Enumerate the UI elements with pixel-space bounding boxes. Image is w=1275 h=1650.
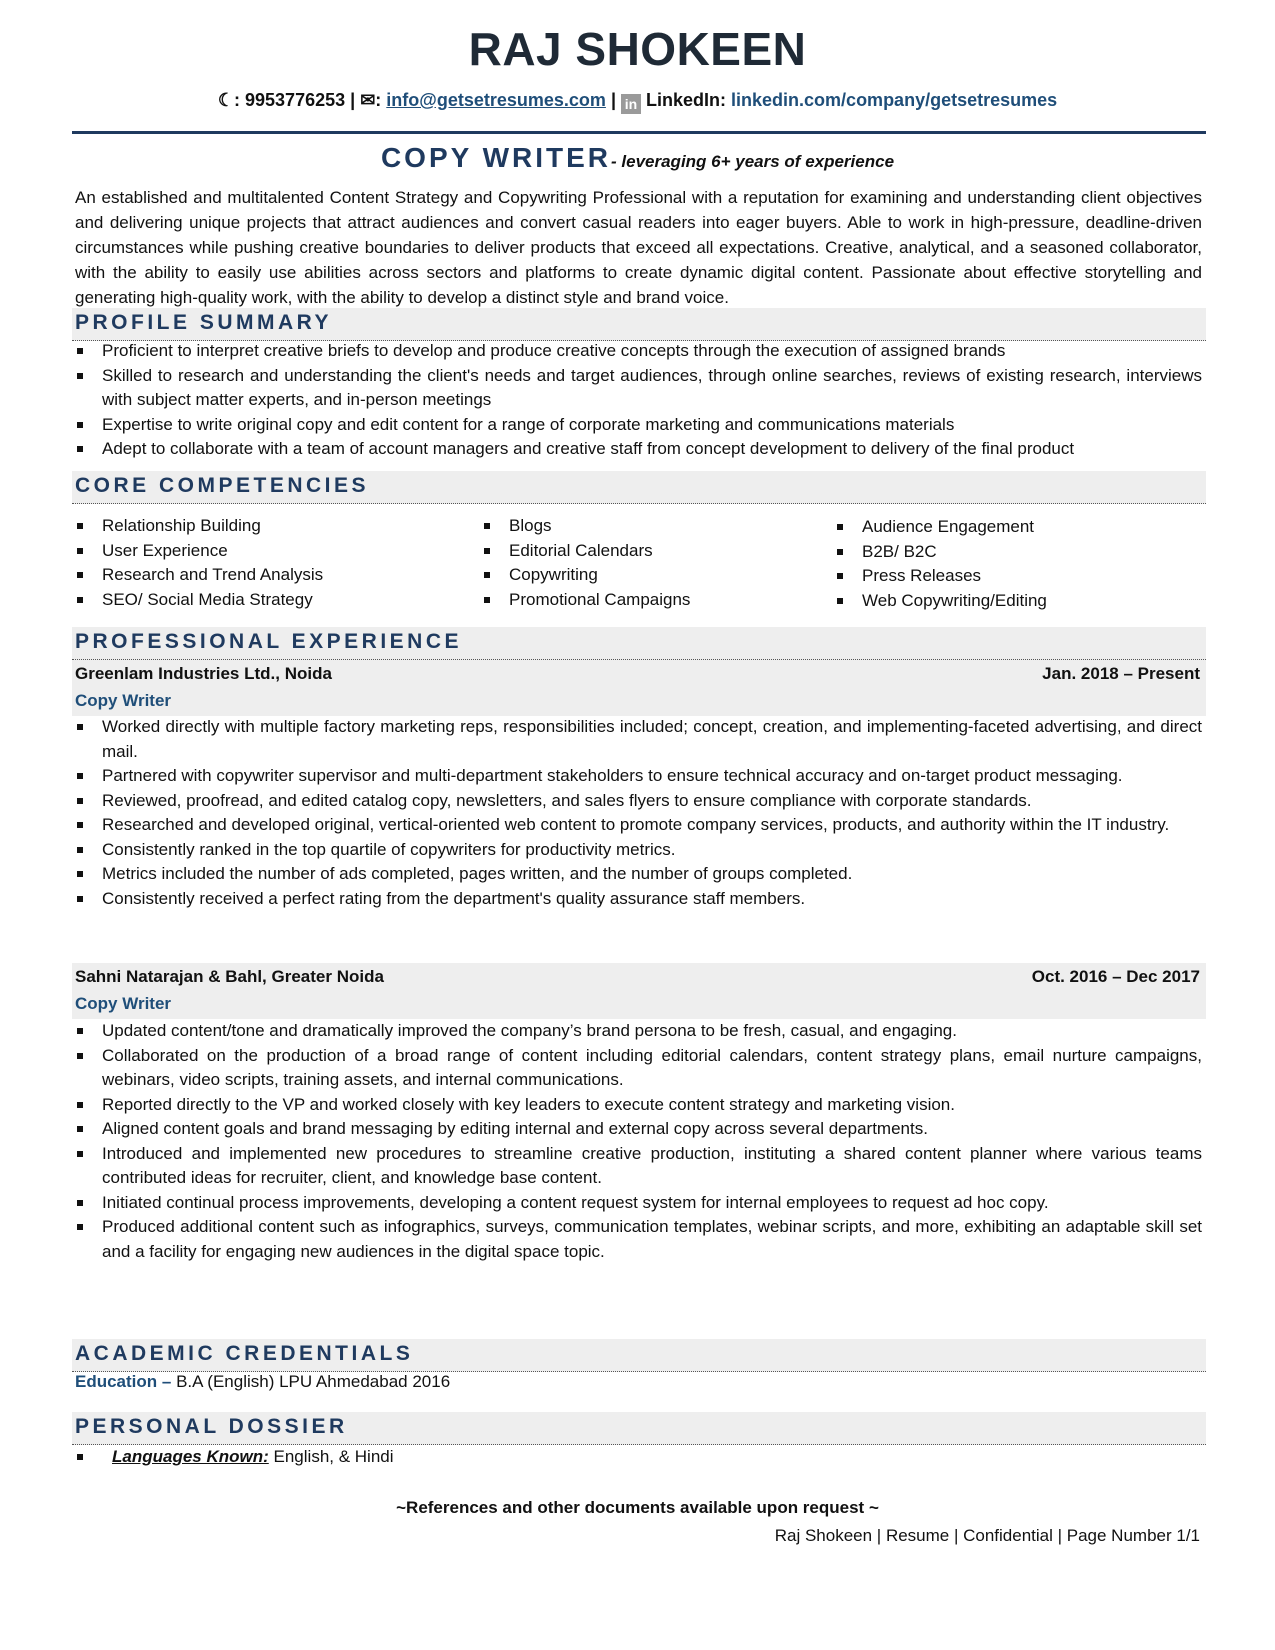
section-core-competencies [72,471,1206,504]
list-item: Relationship Building [72,514,432,539]
company-name: Sahni Natarajan & Bahl, Greater Noida [75,967,384,986]
section-personal-dossier [72,1412,1206,1445]
competency-column-3 [832,515,1192,613]
education-label: Education – [75,1372,172,1391]
job-title: COPY WRITER [380,142,612,173]
envelope-icon: ✉: [360,90,382,110]
list-item: Researched and developed original, vertical-oriented web content to promote company services, products, and authority within the IT industry. [72,813,1202,838]
list-item: SEO/ Social Media Strategy [72,588,432,613]
headline [0,142,1275,174]
languages-label: Languages Known: [112,1447,269,1466]
list-item: Press Releases [832,564,1192,589]
job-dates: Jan. 2018 – Present [1042,664,1200,683]
competency-column-2 [479,514,799,612]
list-item: Web Copywriting/Editing [832,589,1192,614]
header-divider [72,131,1206,134]
job-2-responsibilities [72,1019,1202,1264]
list-item: Metrics included the number of ads completed, pages written, and the number of groups completed. [72,862,1202,887]
section-professional-experience [72,627,1206,660]
list-item: Worked directly with multiple factory marketing reps, responsibilities included; concept, creation, and implementing-faceted advertising, and direct mail. [72,715,1202,764]
languages-value: English, & Hindi [273,1447,394,1466]
summary-paragraph: An established and multitalented Content Strategy and Copywriting Professional with a reputation for examining and understanding client objectives and delivering unique projects that attract audiences and convert casual readers into eager buyers. Able to work in high-pressure, deadline-driven circumstances while pushing creative boundaries to deliver products that exceed all expectations. Creative, analytical, and a seasoned collaborator, with the ability to easily use abilities across sectors and platforms to create dynamic digital content. Passionate about effective storytelling and generating high-quality work, with the ability to develop a distinct style and brand voice. [75,188,1202,307]
list-item: Skilled to research and understanding the client's needs and target audiences, through online searches, reviews of existing research, interviews with subject matter experts, and in-person meetings [72,364,1202,413]
linkedin-icon: in [621,94,641,114]
dossier-list [72,1445,1202,1470]
section-heading: PROFESSIONAL EXPERIENCE [75,630,463,653]
page-footer: Raj Shokeen | Resume | Confidential | Page Number 1/1 [774,1526,1200,1545]
job-subtitle: - leveraging 6+ years of experience [611,152,895,171]
competency-column-1 [72,514,432,612]
linkedin-link[interactable]: linkedin.com/company/getsetresumes [731,90,1058,110]
job-dates: Oct. 2016 – Dec 2017 [1031,967,1200,986]
contact-line [0,90,1275,114]
separator: | [350,90,356,110]
list-item: Collaborated on the production of a broad range of content including editorial calendars, content strategy plans, email nurture campaigns, webinars, video scripts, training assets, and internal communications. [72,1044,1202,1093]
list-item: Introduced and implemented new procedures to streamline creative production, instituting a shared content planner where various teams contributed ideas for recruiter, client, and knowledge base content. [72,1142,1202,1191]
list-item: Adept to collaborate with a team of account managers and creative staff from concept development to delivery of the final product [72,437,1202,462]
candidate-name: RAJ SHOKEEN [468,23,807,75]
phone-label: : [234,90,240,110]
list-item: Research and Trend Analysis [72,563,432,588]
education-value: B.A (English) LPU Ahmedabad 2016 [176,1372,451,1391]
list-item [72,1445,1202,1470]
list-item: Audience Engagement [832,515,1192,540]
phone-number: 9953776253 [245,90,346,110]
list-item: Initiated continual process improvements, developing a content request system for internal employees to request ad hoc copy. [72,1191,1202,1216]
job-header [72,660,1206,716]
list-item: Expertise to write original copy and edit content for a range of corporate marketing and communications materials [72,413,1202,438]
section-heading: ACADEMIC CREDENTIALS [75,1342,414,1365]
list-item: Proficient to interpret creative briefs to develop and produce creative concepts through the execution of assigned brands [72,339,1202,364]
separator: | [610,90,616,110]
job-1-responsibilities [72,715,1202,911]
section-heading: PERSONAL DOSSIER [75,1415,348,1438]
list-item: Partnered with copywriter supervisor and multi-department stakeholders to ensure technical accuracy and on-target product messaging. [72,764,1202,789]
section-heading: CORE COMPETENCIES [75,474,370,497]
email-link[interactable]: info@getsetresumes.com [386,90,606,110]
job-header [72,963,1206,1019]
section-academic-credentials [72,1339,1206,1372]
list-item: Consistently ranked in the top quartile of copywriters for productivity metrics. [72,838,1202,863]
list-item: User Experience [72,539,432,564]
list-item: Reviewed, proofread, and edited catalog copy, newsletters, and sales flyers to ensure compliance with corporate standards. [72,789,1202,814]
education-line [75,1372,450,1392]
linkedin-label: LinkedIn: [646,90,727,110]
section-profile-summary [72,308,1206,341]
list-item: Promotional Campaigns [479,588,799,613]
company-name: Greenlam Industries Ltd., Noida [75,664,332,683]
list-item: Updated content/tone and dramatically improved the company’s brand persona to be fresh, casual, and engaging. [72,1019,1202,1044]
list-item: Reported directly to the VP and worked closely with key leaders to execute content strategy and marketing vision. [72,1093,1202,1118]
phone-icon: ☾ [217,90,234,110]
list-item: Blogs [479,514,799,539]
list-item: Copywriting [479,563,799,588]
references-note: ~References and other documents available upon request ~ [396,1498,879,1517]
job-role: Copy Writer [75,994,172,1013]
list-item: Produced additional content such as infographics, surveys, communication templates, webinar scripts, and more, exhibiting an adaptable skill set and a facility for engaging new audiences in the digital space topic. [72,1215,1202,1264]
list-item: Editorial Calendars [479,539,799,564]
profile-list [72,339,1202,462]
list-item: Aligned content goals and brand messaging by editing internal and external copy across several departments. [72,1117,1202,1142]
section-heading: PROFILE SUMMARY [75,311,333,334]
list-item: B2B/ B2C [832,540,1192,565]
list-item: Consistently received a perfect rating from the department's quality assurance staff members. [72,887,1202,912]
job-role: Copy Writer [75,691,172,710]
